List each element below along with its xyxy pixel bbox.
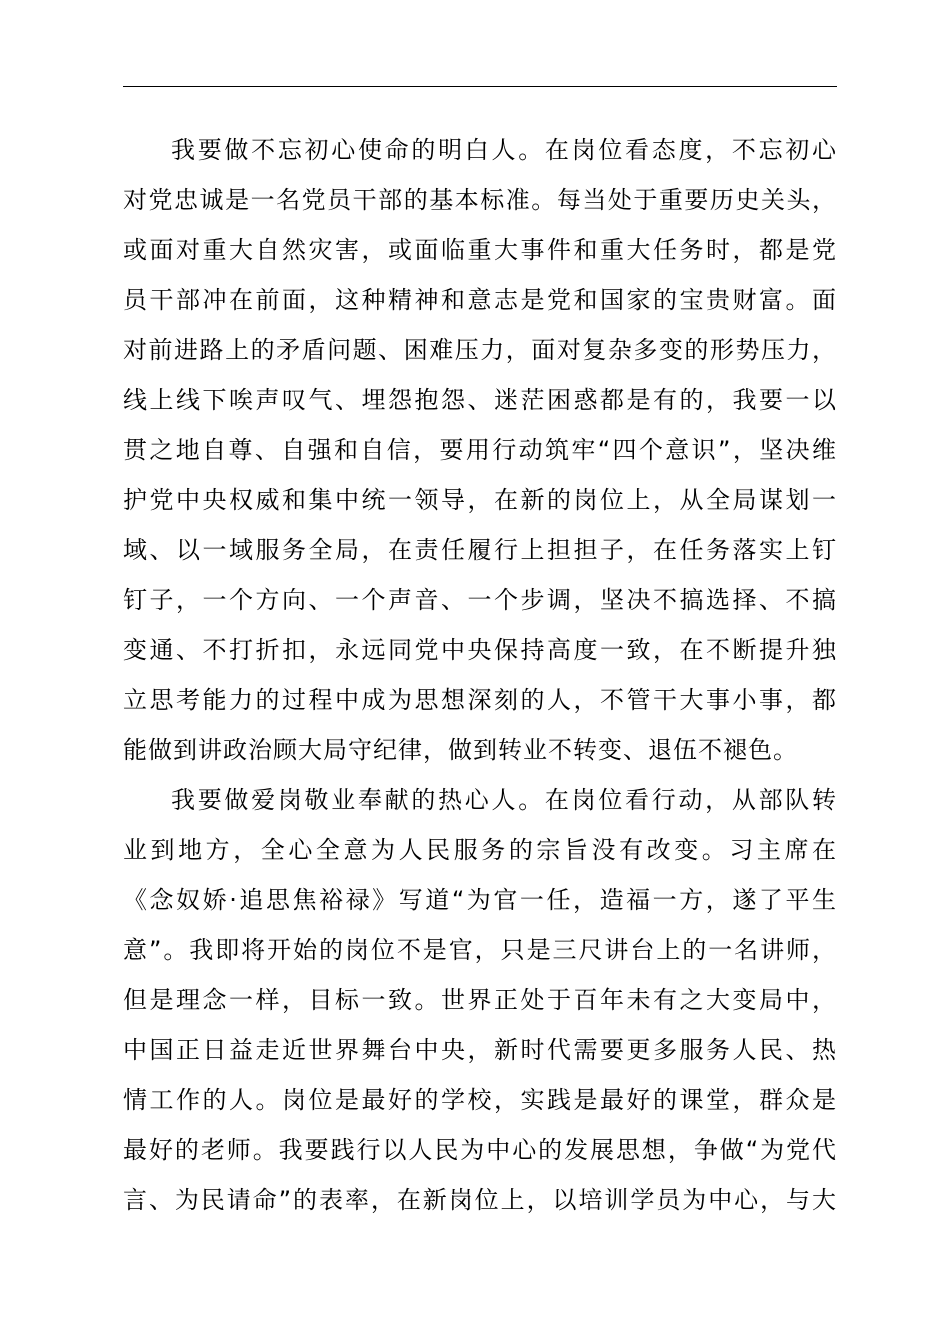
paragraph-1-line: 线上线下唉声叹气、埋怨抱怨、迷茫困惑都是有的，我要一以 xyxy=(123,386,837,414)
paragraph-1-line: 对党忠诚是一名党员干部的基本标准。每当处于重要历史关头， xyxy=(123,186,837,214)
header-rule xyxy=(123,86,837,87)
paragraph-1-line: 贯之地自尊、自强和自信，要用行动筑牢“四个意识”，坚决维 xyxy=(123,436,837,464)
paragraph-1-line: 变通、不打折扣，永远同党中央保持高度一致，在不断提升独 xyxy=(123,636,837,664)
paragraph-1-line: 立思考能力的过程中成为思想深刻的人，不管干大事小事，都 xyxy=(123,686,837,714)
paragraph-1-line: 域、以一域服务全局，在责任履行上担担子，在任务落实上钉 xyxy=(123,536,837,564)
paragraph-2-line: 但是理念一样，目标一致。世界正处于百年未有之大变局中， xyxy=(123,986,837,1014)
paragraph-1-line: 对前进路上的矛盾问题、困难压力，面对复杂多变的形势压力， xyxy=(123,336,837,364)
paragraph-1-line: 护党中央权威和集中统一领导，在新的岗位上，从全局谋划一 xyxy=(123,486,837,514)
paragraph-2-line: 业到地方，全心全意为人民服务的宗旨没有改变。习主席在 xyxy=(123,836,837,864)
paragraph-2-line: 意”。我即将开始的岗位不是官，只是三尺讲台上的一名讲师， xyxy=(123,936,837,964)
paragraph-2-line: 情工作的人。岗位是最好的学校，实践是最好的课堂，群众是 xyxy=(123,1086,837,1114)
paragraph-2-line: 最好的老师。我要践行以人民为中心的发展思想，争做“为党代 xyxy=(123,1136,837,1164)
paragraph-1-line: 我要做不忘初心使命的明白人。在岗位看态度，不忘初心 xyxy=(171,136,837,164)
body-text xyxy=(123,125,837,1225)
paragraph-1-line: 能做到讲政治顾大局守纪律，做到转业不转变、退伍不褪色。 xyxy=(123,736,798,764)
paragraph-2-line: 中国正日益走近世界舞台中央，新时代需要更多服务人民、热 xyxy=(123,1036,837,1064)
paragraph-2-line: 言、为民请命”的表率，在新岗位上，以培训学员为中心，与大 xyxy=(123,1186,837,1214)
paragraph-1-line: 员干部冲在前面，这种精神和意志是党和国家的宝贵财富。面 xyxy=(123,286,837,314)
paragraph-2-line: 我要做爱岗敬业奉献的热心人。在岗位看行动，从部队转 xyxy=(171,786,837,814)
paragraph-2-line: 《念奴娇·追思焦裕禄》写道“为官一任，造福一方，遂了平生 xyxy=(123,886,837,914)
paragraph-1-line: 或面对重大自然灾害，或面临重大事件和重大任务时，都是党 xyxy=(123,236,837,264)
paragraph-1-line: 钉子，一个方向、一个声音、一个步调，坚决不搞选择、不搞 xyxy=(123,586,837,614)
